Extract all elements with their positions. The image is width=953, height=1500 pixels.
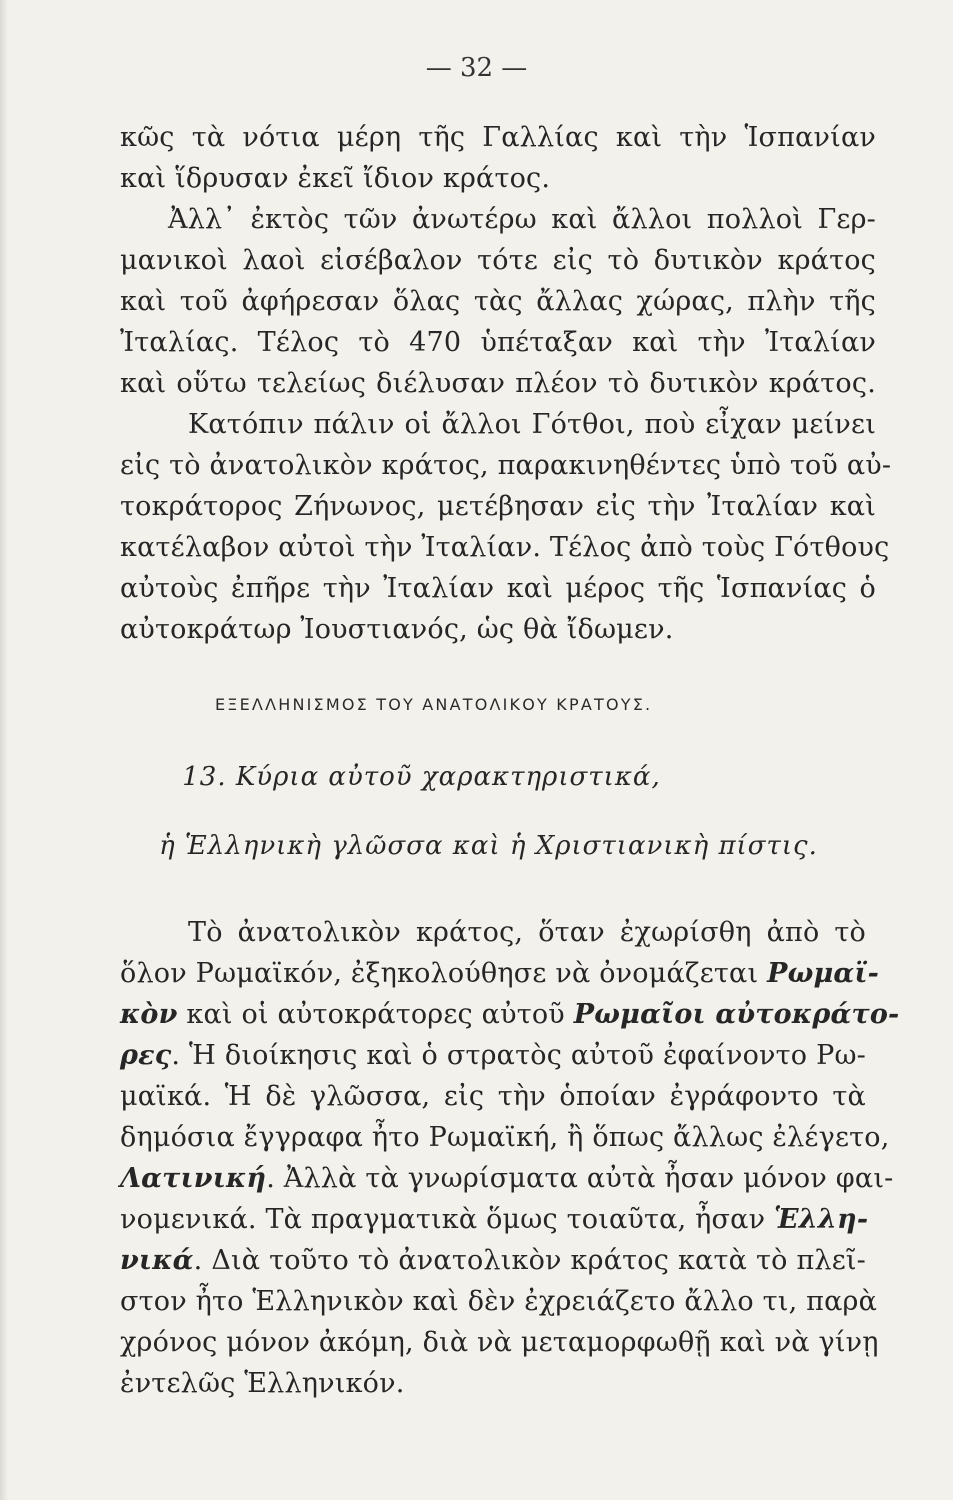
text-line: καὶ τοῦ ἀφήρεσαν ὅλας τὰς ἄλλας χώρας, πλὴν τῆς xyxy=(120,286,876,317)
section-heading: ΕΞΕΛΛΗΝΙΣΜΟΣ ΤΟΥ ΑΝΑΤΟΛΙΚΟΥ ΚΡΑΤΟΥΣ. xyxy=(215,695,653,714)
text-line xyxy=(120,1036,866,1076)
text-span: καὶ οἱ αὐτοκράτορες αὐτοῦ xyxy=(177,999,574,1030)
chapter-title-line-2: ἡ Ἑλληνικὴ γλῶσσα καὶ ἡ Χριστιανικὴ πίστις. xyxy=(159,831,818,861)
text-span: . Διὰ τοῦτο τὸ ἀνατολικὸν κράτος κατὰ τὸ πλεῖ- xyxy=(193,1245,866,1276)
text-line: αὐτοὺς ἐπῆρε τὴν Ἰταλίαν καὶ μέρος τῆς Ἱσπανίας ὁ xyxy=(120,573,876,604)
text-line: ἐντελῶς Ἑλληνικόν. xyxy=(120,1368,405,1399)
text-span: . Ἡ διοίκησις καὶ ὁ στρατὸς αὐτοῦ ἐφαίνοντο Ρω- xyxy=(171,1040,866,1071)
text-span: ὅλον Ρωμαϊκόν, ἐξηκολούθησε νὰ ὀνομάζεται xyxy=(120,958,768,989)
text-line: μανικοὶ λαοὶ εἰσέβαλον τότε εἰς τὸ δυτικὸν κράτος xyxy=(120,245,876,276)
emphasis-term: κὸν xyxy=(120,999,178,1030)
emphasis-term: Ρωμαϊ- xyxy=(767,958,880,989)
text-line: Τὸ ἀνατολικὸν κράτος, ὅταν ἐχωρίσθη ἀπὸ τὸ xyxy=(188,917,866,948)
text-span: . Ἀλλὰ τὰ γνωρίσματα αὐτὰ ἦσαν μόνον φαι- xyxy=(266,1163,894,1194)
text-line: δημόσια ἔγγραφα ἦτο Ρωμαϊκή, ἢ ὅπως ἄλλως ἐλέγετο, xyxy=(120,1122,890,1153)
text-line: τοκράτορος Ζήνωνος, μετέβησαν εἰς τὴν Ἰταλίαν καὶ xyxy=(120,491,876,522)
text-line: καὶ οὕτω τελείως διέλυσαν πλέον τὸ δυτικὸν κράτος. xyxy=(120,368,876,399)
text-line xyxy=(120,1200,869,1240)
text-line: καὶ ἵδρυσαν ἐκεῖ ἴδιον κράτος. xyxy=(120,163,551,194)
text-line: αὐτοκράτωρ Ἰουστιανός, ὡς θὰ ἴδωμεν. xyxy=(120,614,674,645)
emphasis-term: Λατινική xyxy=(120,1163,267,1194)
text-line: Ἀλλ᾽ ἐκτὸς τῶν ἀνωτέρω καὶ ἄλλοι πολλοὶ Γερ- xyxy=(168,204,876,235)
emphasis-term: νικά xyxy=(120,1245,194,1276)
text-line: Κατόπιν πάλιν οἱ ἄλλοι Γότθοι, ποὺ εἶχαν μείνει xyxy=(188,409,876,440)
emphasis-term: Ἑλλη- xyxy=(774,1204,869,1235)
text-line xyxy=(120,954,880,994)
emphasis-term: ρες xyxy=(120,1040,172,1071)
text-line: κῶς τὰ νότια μέρη τῆς Γαλλίας καὶ τὴν Ἱσπανίαν xyxy=(120,122,876,153)
text-line: χρόνος μόνον ἀκόμη, διὰ νὰ μεταμορφωθῇ καὶ νὰ γίνῃ xyxy=(120,1327,879,1358)
text-line: στον ἦτο Ἑλληνικὸν καὶ δὲν ἐχρειάζετο ἄλλο τι, παρὰ xyxy=(120,1286,878,1317)
text-line: εἰς τὸ ἀνατολικὸν κράτος, παρακινηθέντες ὑπὸ τοῦ αὐ- xyxy=(120,450,892,481)
text-line xyxy=(120,995,900,1035)
emphasis-term: Ρωμαῖοι αὐτοκράτο- xyxy=(573,999,900,1030)
text-line xyxy=(120,1159,894,1199)
text-line: κατέλαβον αὐτοὶ τὴν Ἰταλίαν. Τέλος ἀπὸ τοὺς Γότθους xyxy=(120,532,890,563)
text-line: Ἰταλίας. Τέλος τὸ 470 ὑπέταξαν καὶ τὴν Ἰταλίαν xyxy=(120,327,876,358)
text-line xyxy=(120,1241,866,1281)
chapter-title-line-1: 13. Κύρια αὐτοῦ χαρακτηριστικά, xyxy=(182,762,661,792)
page-edge-shadow xyxy=(0,0,8,1500)
text-line: μαϊκά. Ἡ δὲ γλῶσσα, εἰς τὴν ὁποίαν ἐγράφοντο τὰ xyxy=(120,1081,866,1112)
page-number: — 32 — xyxy=(425,53,528,83)
text-span: νομενικά. Τὰ πραγματικὰ ὅμως τοιαῦτα, ἦσαν xyxy=(120,1204,775,1235)
